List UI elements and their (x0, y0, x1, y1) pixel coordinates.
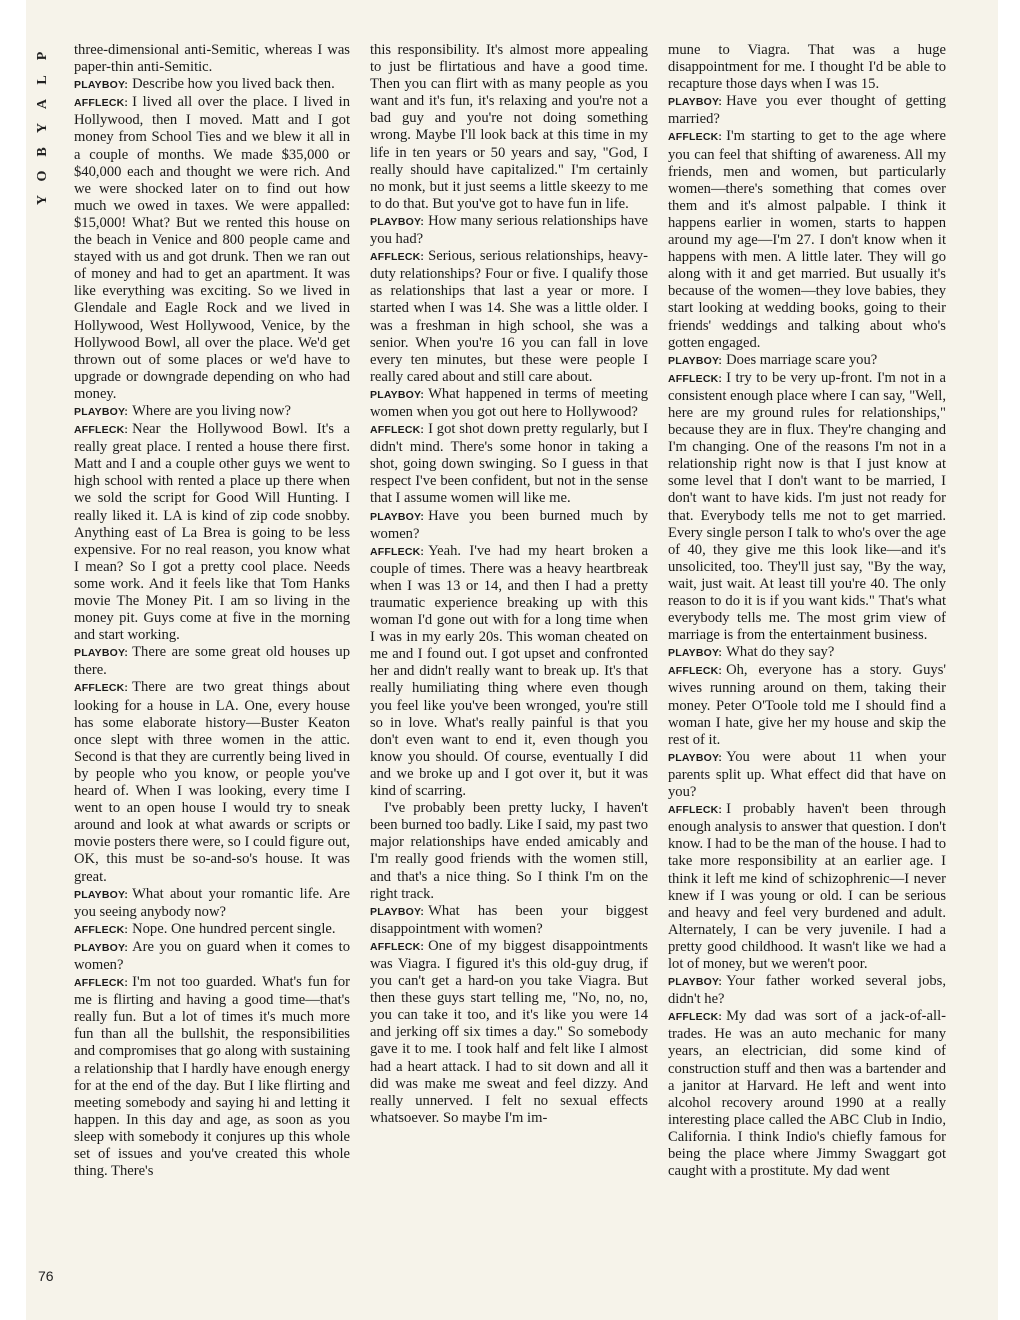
interview-paragraph (668, 973, 946, 1008)
speaker-label: PLAYBOY: (74, 79, 129, 92)
paragraph-text: I got shot down pretty regularly, but I didn't mind. There's some honor in taking a shot, going down swinging. So I guess in that respect I've been confident, but not in the sense that I assume women will like me. (370, 421, 648, 507)
paragraph-text: I probably haven't been through enough analysis to answer that question. I don't know. I had to be the man of the house. I had to take more responsibility at an earlier age. I think it left me kind of schizophrenic—I never knew if I was young or old. I can be serious and heavy and feel very burdened and adult. Alternately, I can be very juvenile. I had a pretty good childhood. It wasn't like we had a lot of money, but we weren't poor. (668, 801, 946, 972)
paragraph-text: Nope. One hundred percent single. (132, 920, 336, 937)
paragraph-text: I'm starting to get to the age where you can feel that shifting of awareness. All my friends, men and women, but particularly women—there's something that comes over them and it's almost palpable. I think it happens earlier in women, starts to happen around my age—I'm 27. I don't know when it happens with men. A little later. They will go along with it and get married. But usually it's because of the women—they love babies, they start looking at wedding books, going to their friends' weddings and talking about who's gotten engaged. (668, 128, 946, 351)
logo-letter: B (35, 147, 50, 157)
speaker-label: AFFLECK: (370, 545, 425, 558)
speaker-label: AFFLECK: (74, 424, 129, 437)
interview-paragraph (74, 679, 350, 885)
magazine-page (26, 0, 998, 1320)
magazine-logo-vertical (34, 44, 52, 212)
speaker-label: AFFLECK: (668, 372, 723, 385)
speaker-label: PLAYBOY: (370, 215, 425, 228)
speaker-label: PLAYBOY: (668, 751, 723, 764)
paragraph-text: My dad was sort of a jack-of-all-trades. He was an auto mechanic for many years, an electrician, did some kind of construction stuff and then was a bartender and a janitor at Harvard. He left and went into alcohol recovery around 1990 at a really interesting place called the ABC Club in Indio, California. I think Indio's chiefly famous for being the place where Jimmy Swaggart got caught with a prostitute. My dad went (668, 1008, 946, 1180)
paragraph-text: Oh, everyone has a story. Guys' wives running around on them, taking their money. Peter O'Toole told me I should find a woman I hate, give her my house and skip the rest of it. (668, 662, 946, 748)
interview-paragraph (668, 749, 946, 801)
logo-letter: A (35, 98, 50, 110)
interview-paragraph (668, 1008, 946, 1180)
interview-paragraph (74, 974, 350, 1180)
speaker-label: AFFLECK: (370, 424, 425, 437)
paragraph-text: mune to Viagra. That was a huge disappointment for me. I thought I'd be able to recapture those days when I was 15. (668, 42, 946, 93)
interview-paragraph (74, 939, 350, 974)
paragraph-text: What has been your biggest disappointment with women? (370, 902, 648, 937)
paragraph-text: Where are you living now? (132, 402, 291, 419)
interview-paragraph (74, 42, 350, 76)
paragraph-text: Does marriage scare you? (726, 351, 878, 368)
interview-paragraph (668, 370, 946, 645)
interview-paragraph (370, 248, 648, 386)
speaker-label: PLAYBOY: (370, 905, 425, 918)
speaker-label: PLAYBOY: (668, 976, 723, 989)
logo-letter: Y (35, 122, 50, 134)
paragraph-text: How many serious relationships have you had? (370, 212, 648, 248)
speaker-label: AFFLECK: (74, 97, 129, 110)
interview-paragraph (668, 352, 946, 370)
speaker-label: PLAYBOY: (74, 888, 129, 901)
paragraph-text: What do they say? (726, 644, 835, 661)
interview-paragraph (370, 543, 648, 800)
speaker-label: AFFLECK: (74, 923, 129, 936)
interview-paragraph (370, 386, 648, 421)
paragraph-text: Near the Hollywood Bowl. It's a really great place. I rented a house there first. Matt and I and a couple other guys we went to high school with rented a place up there when we sold the script for Good Will Hunting. I really liked it. LA is kind of zip code snobby. Anything east of La Brea is going to be less expensive. For no real reason, you know what I mean? So I got a pretty cool place. Needs some work. And it feels like that Tom Hanks movie The Money Pit. I am so living in the money pit. Guys come at five in the morning and start working. (74, 421, 350, 644)
speaker-label: PLAYBOY: (74, 647, 129, 660)
speaker-label: PLAYBOY: (668, 647, 723, 660)
speaker-label: PLAYBOY: (370, 388, 425, 401)
speaker-label: AFFLECK: (668, 1011, 723, 1024)
interview-paragraph (370, 903, 648, 938)
interview-paragraph (668, 662, 946, 748)
speaker-label: AFFLECK: (74, 682, 129, 695)
speaker-label: PLAYBOY: (668, 96, 723, 109)
paragraph-text: What about your romantic life. Are you seeing anybody now? (74, 885, 350, 920)
interview-paragraph (370, 213, 648, 248)
logo-letter: Y (35, 194, 50, 206)
paragraph-text: Have you ever thought of getting married? (668, 93, 946, 128)
interview-paragraph (668, 42, 946, 93)
paragraph-text: Are you on guard when it comes to women? (74, 938, 350, 973)
interview-paragraph (74, 76, 350, 94)
logo-letter: O (35, 170, 50, 182)
paragraph-text: I've probably been pretty lucky, I haven't been burned too badly. Like I said, my past two major relationships have ended amicably and I'm really good friends with the women still, and that's a nice thing. So I think I'm on the right track. (370, 800, 648, 902)
interview-paragraph (370, 508, 648, 543)
speaker-label: PLAYBOY: (74, 405, 129, 418)
speaker-label: AFFLECK: (668, 131, 723, 144)
speaker-label: AFFLECK: (370, 940, 425, 953)
paragraph-text: I'm not too guarded. What's fun for me is flirting and having a good time—that's really fun. But a lot of times it's much more fun than all the bullshit, the responsibilities and compromises that go along with sustaining a relationship that I hardly have enough energy for at the end of the day. But I like flirting and meeting somebody and saying hi and letting it happen. In this day and age, as soon as you sleep with somebody it conjures up this whole set of issues and you've created this whole thing. There's (74, 974, 350, 1180)
interview-paragraph (668, 801, 946, 973)
paragraph-text: this responsibility. It's almost more appealing to just be flirtatious and have a good time. Then you can flirt with as many people as you want and it's fun, it's relaxing and you're not a bad guy and you're not doing something wrong. Maybe I'll look back at this time in my life in ten years or 50 years and say, "God, I really should have capitalized." I'm certainly no monk, but it just seems a little skeezy to me to do that. But you've got to have fun in life. (370, 42, 648, 212)
interview-paragraph (74, 403, 350, 421)
speaker-label: AFFLECK: (74, 977, 129, 990)
speaker-label: PLAYBOY: (668, 354, 723, 367)
interview-paragraph (74, 421, 350, 644)
paragraph-text: Serious, serious relationships, heavy-duty relationships? Four or five. I qualify those as relationships that last a year or more. I started when I was 14. She was a little older. I was a freshman in high school, she was a senior. When you're 16 you can fall in love every ten minutes, but these were people I really cared about and still care about. (370, 248, 648, 385)
interview-paragraph (370, 800, 648, 903)
paragraph-text: Have you been burned much by women? (370, 507, 648, 542)
text-column-2 (370, 42, 648, 1300)
paragraph-text: There are two great things about looking for a house in LA. One, every house has some elaborate history—Buster Keaton once slept with three women in the attic. Second is that they are currently being lived in by people who you know, or people you've heard of. When I was looking, every time I went to an open house I would try to sneak around and look at what awards or scripts or movie posters there were, so I could figure out, OK, this must be so-and-so's house. It was great. (74, 679, 350, 885)
interview-paragraph (370, 42, 648, 213)
paragraph-text: Yeah. I've had my heart broken a couple of times. There was a heavy heartbreak when I was 13 or 14, and then I had a pretty traumatic experience breaking up with this woman I'd gone out with for a long time when I was in my early 20s. This woman cheated on me and I found out. I got upset and confronted her and didn't really want to break up. It's that really humiliating thing where even though you feel like you've been wronged, you're still so in love. What's really painful is that you don't even want to end it, even though you know you should. Of course, eventually I did and we broke up and I got over it, but it was kind of scarring. (370, 542, 648, 800)
paragraph-text: I try to be very up-front. I'm not in a consistent enough place where I can say, "Well, here are my ground rules for relationships," because they are in flux. They're changing and I'm changing. One of the reasons I'm not in a relationship right now is that I just know at some level that I don't want to be married, I don't want to have kids. I'm just not ready for that. Everybody tells me not to get married. Every single person I talk to who's over the age of 40, they give me this look like—and it's unsolicited, too. They'll just say, "By the way, wait, just wait. At least till you're 40. The only reason to do it is if you want kids." That's what everybody tells me. The most grim view of marriage is from the entertainment business. (668, 369, 946, 644)
text-column-1 (74, 42, 350, 1300)
interview-paragraph (74, 644, 350, 679)
paragraph-text: Describe how you lived back then. (132, 76, 335, 93)
paragraph-text: One of my biggest disappointments was Viagra. I figured it's this old-guy drug, if you can't get a hard-on you take Viagra. But then these guys start telling me, "No, no, no, you can take it too, and it's like you were 14 and jerking off six times a day." So somebody gave it to me. I took half and felt like I almost had a heart attack. I had to sit down and all it did was make me sweat and feel dizzy. And really unnerved. I felt no sexual effects whatsoever. So maybe I'm im- (370, 937, 648, 1126)
logo-letter: L (35, 75, 50, 85)
interview-paragraph (370, 938, 648, 1127)
page-number: 76 (38, 1268, 54, 1284)
paragraph-text: You were about 11 when your parents split up. What effect did that have on you? (668, 748, 946, 801)
interview-paragraph (74, 94, 350, 403)
interview-paragraph (74, 921, 350, 939)
speaker-label: PLAYBOY: (370, 510, 425, 523)
paragraph-text: What happened in terms of meeting women when you got out here to Hollywood? (370, 385, 648, 420)
logo-letter: P (35, 51, 50, 61)
paragraph-text: Your father worked several jobs, didn't he? (668, 973, 946, 1008)
paragraph-text: three-dimensional anti-Semitic, whereas I was paper-thin anti-Semitic. (74, 42, 350, 76)
interview-paragraph (370, 421, 648, 507)
text-column-3 (668, 42, 946, 1300)
speaker-label: AFFLECK: (370, 251, 425, 264)
interview-paragraph (668, 644, 946, 662)
interview-paragraph (74, 886, 350, 921)
speaker-label: AFFLECK: (668, 665, 723, 678)
paragraph-text: There are some great old houses up there. (74, 644, 350, 679)
interview-paragraph (668, 128, 946, 351)
interview-paragraph (668, 93, 946, 128)
speaker-label: PLAYBOY: (74, 941, 129, 954)
paragraph-text: I lived all over the place. I lived in Hollywood, then I moved. Matt and I got money from School Ties and we blew it all in a couple of months. We made $35,000 or $40,000 each and thought we were rich. And we were shocked later on to find out how much we owed in taxes. We were appalled: $15,000! What? But we rented this house on the beach in Venice and 800 people came and stayed with us and got drunk. Then we ran out of money and had to get an apartment. It was like everything was exciting. So we lived in Glendale and Eagle Rock and we lived in Hollywood, West Hollywood, Venice, by the Hollywood Bowl, all over the place. We'd get thrown out of some places or we'd have to upgrade or downgrade depending on who had money. (74, 94, 350, 402)
speaker-label: AFFLECK: (668, 804, 723, 817)
